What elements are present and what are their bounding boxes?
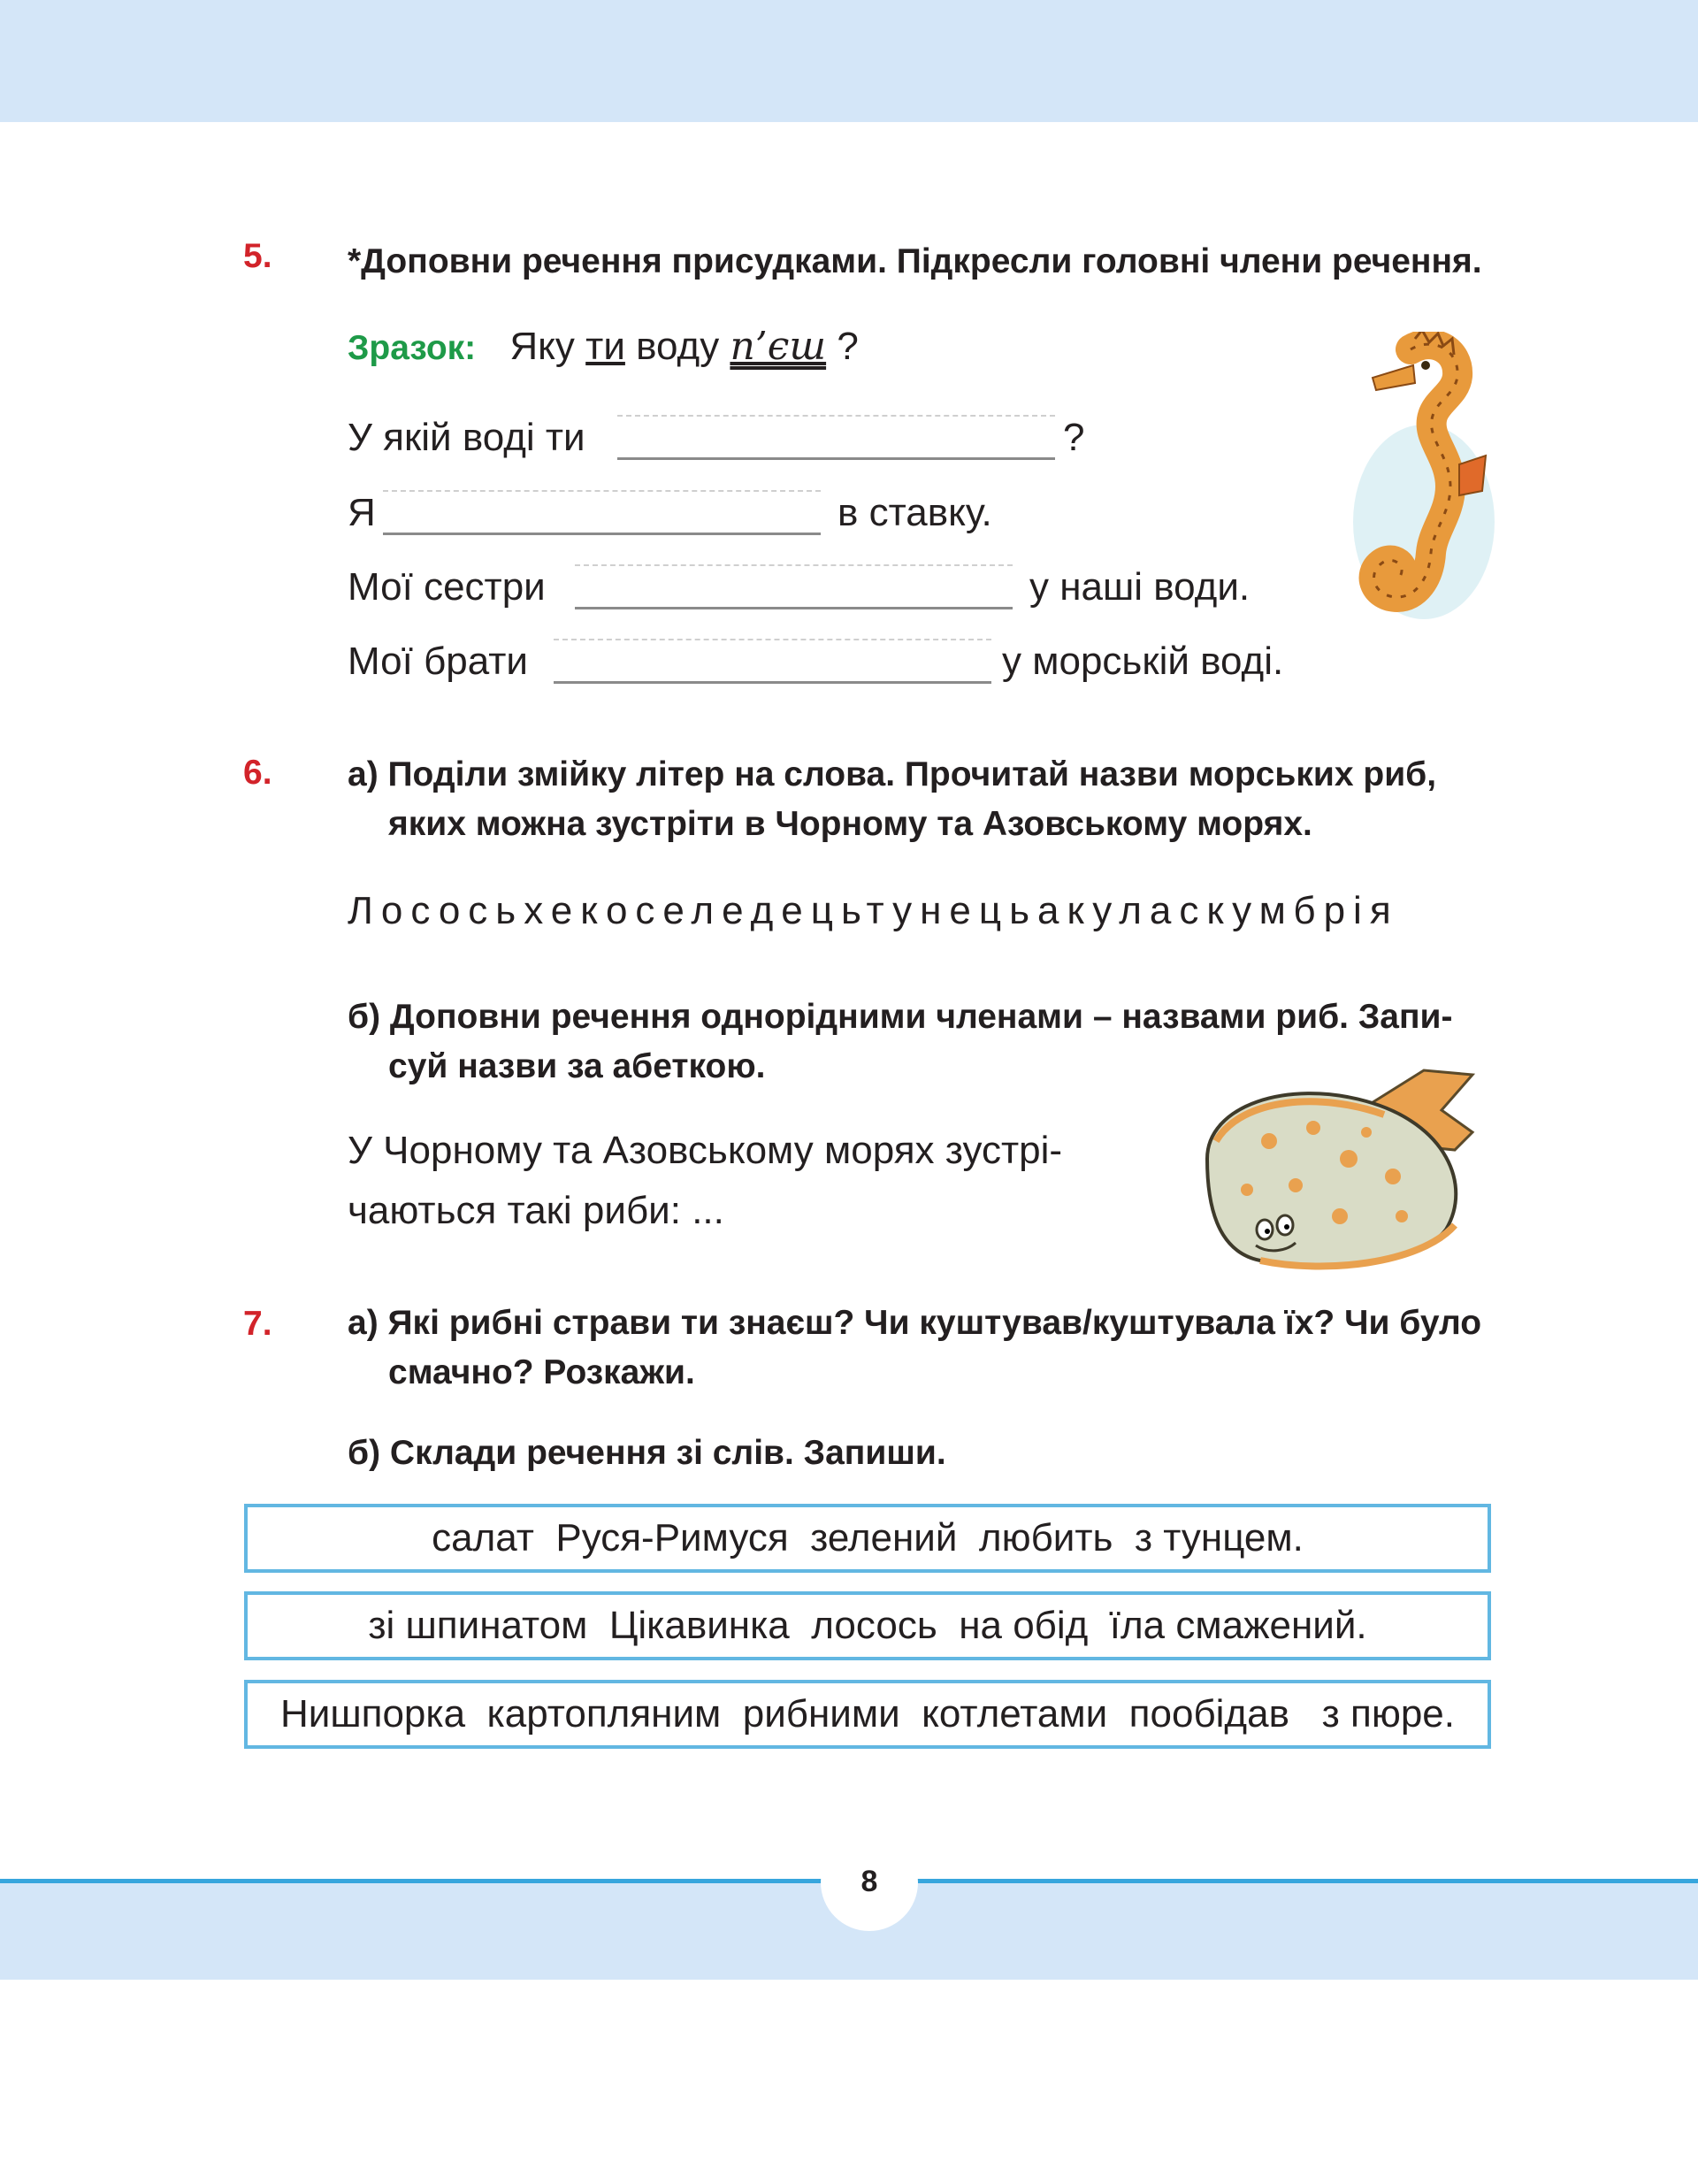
- word-box-1: салат Руся-Римуся зелений любить з тунцем.: [244, 1504, 1491, 1573]
- sentence-3-after: у наші води.: [1029, 565, 1251, 609]
- top-band: [0, 0, 1698, 122]
- sample-word: воду: [636, 325, 720, 368]
- task-6a-line-1: а) Поділи змійку літер на слова. Прочитай назви морських риб,: [348, 755, 1437, 793]
- task-6a-instruction: [348, 750, 1506, 849]
- sentence-1-after: ?: [1063, 416, 1085, 459]
- task-5-instruction: *Доповни речення присудками. Підкресли головні члени речення.: [348, 242, 1482, 280]
- sentence-4-after: у морській воді.: [1002, 640, 1284, 683]
- sample-label: Зразок:: [348, 329, 477, 367]
- task-5-number: 5.: [243, 237, 272, 275]
- task-6b-sentence-line-2: чаються такі риби: ...: [348, 1189, 724, 1232]
- sample-subject: ти: [585, 325, 625, 368]
- sentence-2-after: в ставку.: [838, 491, 992, 534]
- sample-predicate: п’єш: [730, 324, 827, 369]
- sentence-4-before: Мої брати: [348, 640, 528, 683]
- sentence-1-before: У якій воді ти: [348, 416, 585, 459]
- task-6b-line-1: б) Доповни речення однорідними членами – назвами риб. Запи-: [348, 998, 1453, 1036]
- sentence-2-before: Я: [348, 491, 376, 534]
- task-7b-instruction: б) Склади речення зі слів. Запиши.: [348, 1434, 946, 1472]
- answer-blank-2[interactable]: [383, 490, 821, 535]
- word-box-3: Нишпорка картопляним рибними котлетами пообідав з пюре.: [244, 1680, 1491, 1749]
- word-box-2: зі шпинатом Цікавинка лосось на обід їла смажений.: [244, 1591, 1491, 1660]
- task-6b-sentence-line-1: У Чорному та Азовському морях зустрі-: [348, 1129, 1063, 1172]
- sample-line: [348, 324, 859, 369]
- answer-blank-3[interactable]: [575, 564, 1013, 609]
- sample-end: ?: [837, 325, 859, 368]
- task-7a-line-1: а) Які рибні страви ти знаєш? Чи куштував/куштувала їх? Чи було: [348, 1304, 1482, 1342]
- task-7a-line-2: смачно? Розкажи.: [388, 1353, 695, 1391]
- answer-blank-1[interactable]: [617, 415, 1055, 460]
- answer-blank-4[interactable]: [554, 639, 991, 684]
- page-number: 8: [860, 1865, 878, 1898]
- task-7-number: 7.: [243, 1305, 272, 1343]
- task-6a-line-2: яких можна зустріти в Чорному та Азовському морях.: [388, 805, 1312, 843]
- seahorse-illustration: [1327, 332, 1512, 632]
- letter-snake: Лососьхекоселедецьтунецьакуласкумбрія: [348, 889, 1399, 932]
- sentence-3-before: Мої сестри: [348, 565, 546, 609]
- task-6b-line-2: суй назви за абеткою.: [388, 1047, 766, 1085]
- flounder-illustration: [1189, 1061, 1495, 1274]
- task-7a-instruction: [348, 1299, 1506, 1398]
- task-6-number: 6.: [243, 754, 272, 792]
- sample-word: Яку: [509, 325, 575, 368]
